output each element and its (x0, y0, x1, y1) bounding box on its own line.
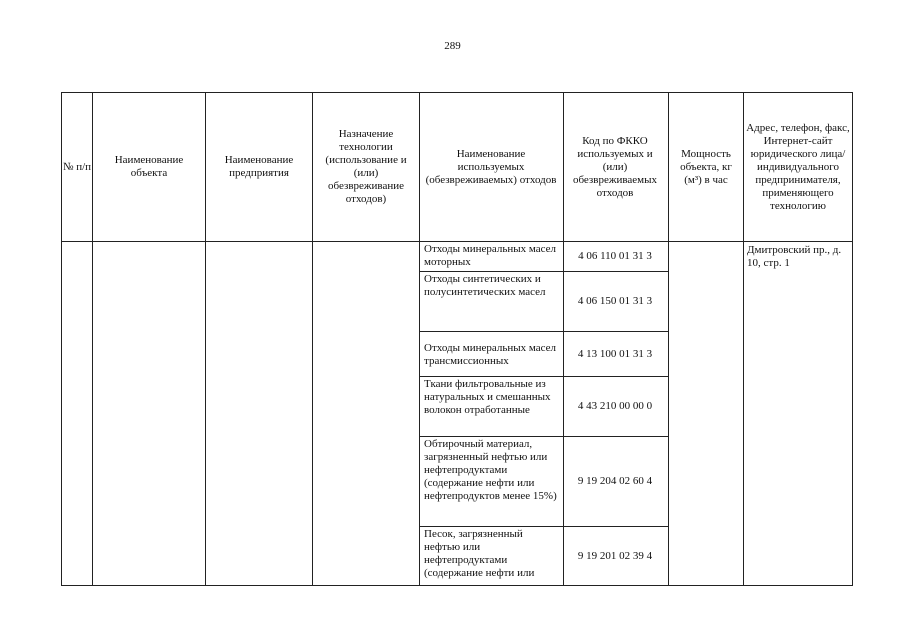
column-border (92, 92, 93, 586)
waste-name-cell: Отходы синтетических и полусинтетических масел (424, 273, 546, 298)
waste-name-cell: Песок, загрязненный нефтью или нефтепродуктами (содержание нефти или (424, 528, 535, 579)
column-border (205, 92, 206, 586)
address-cell: Дмитровский пр., д. 10, стр. 1 (747, 244, 842, 269)
waste-name-cell: Ткани фильтровальные из натуральных и смешанных волокон отработанные (424, 378, 551, 416)
column-border (852, 92, 853, 586)
waste-name-cell: Отходы минеральных масел моторных (424, 243, 557, 268)
fkko-code-cell: 4 06 110 01 31 3 (578, 250, 652, 262)
header-bottom-border (61, 241, 853, 242)
column-border (668, 92, 669, 586)
header-capacity: Мощность объекта, кг (м³) в час (680, 147, 732, 186)
header-technology-purpose: Назначение технологии (использование и (или) обезвреживание отходов) (325, 128, 407, 205)
table-bottom-border (61, 585, 853, 586)
fkko-code-cell: 4 13 100 01 31 3 (577, 347, 653, 360)
header-waste-name: Наименование используемых (обезвреживаемых) отходов (425, 147, 557, 186)
page-number: 289 (444, 40, 461, 52)
waste-name-cell: Обтирочный материал, загрязненный нефтью или нефтепродуктами (содержание нефти или нефтепродуктов менее 15%) (424, 438, 557, 502)
fkko-code-cell: 9 19 204 02 60 4 (577, 475, 653, 487)
header-address: Адрес, телефон, факс, Интернет-сайт юридического лица/индивидуального предпринимателя, применяющего технологию (746, 121, 850, 212)
header-number: № п/п (62, 160, 92, 173)
fkko-code-cell: 9 19 201 02 39 4 (577, 549, 653, 562)
column-border (419, 92, 420, 586)
header-enterprise-name: Наименование предприятия (224, 154, 294, 179)
column-border (743, 92, 744, 586)
header-object-name: Наименование объекта (114, 154, 184, 179)
column-border (312, 92, 313, 586)
waste-name-cell: Отходы минеральных масел трансмиссионных (424, 342, 557, 367)
header-fkko-code: Код по ФККО используемых и (или) обезвреживаемых отходов (572, 134, 658, 199)
fkko-code-cell: 4 43 210 00 00 0 (577, 400, 653, 412)
fkko-code-cell: 4 06 150 01 31 3 (577, 295, 653, 307)
